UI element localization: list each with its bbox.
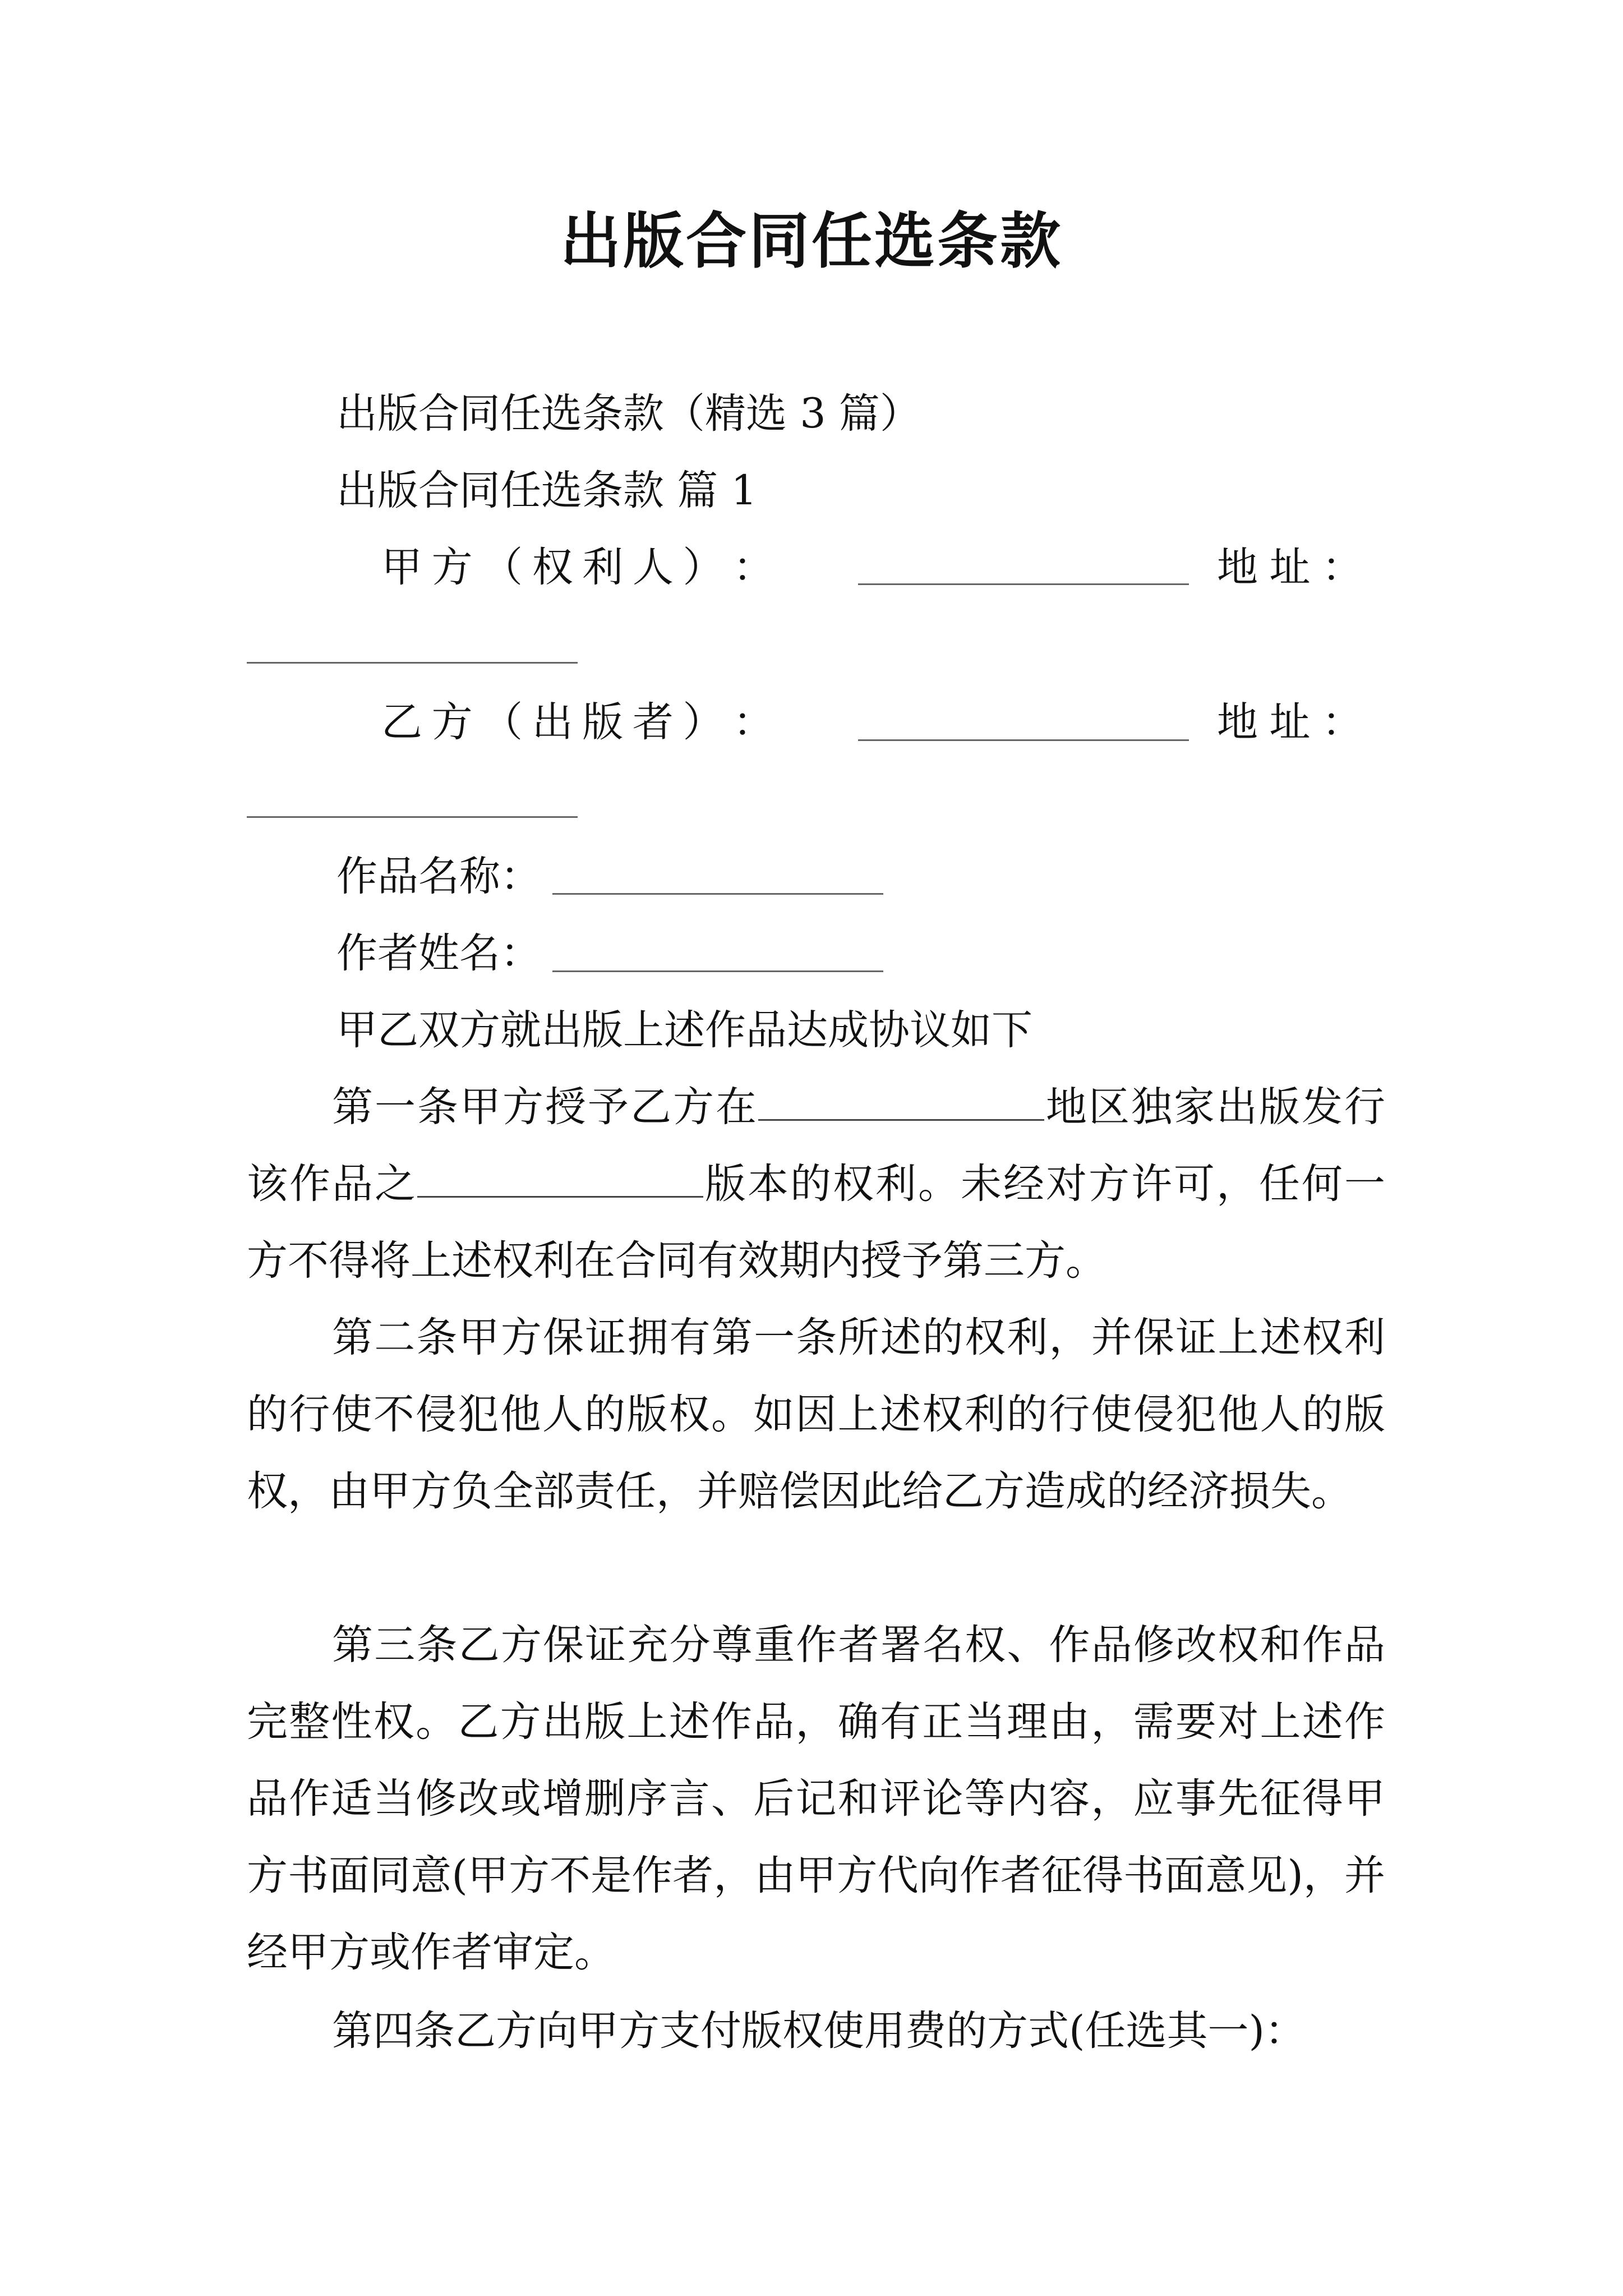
agreement-intro: 甲乙双方就出版上述作品达成协议如下 <box>336 1006 1032 1054</box>
party-b-char: （ <box>482 698 523 746</box>
section-heading: 出版合同任选条款 篇 1 <box>336 467 757 514</box>
party-a-char: 人 <box>632 544 674 591</box>
party-b-char: 版 <box>582 698 624 746</box>
party-a-address-label <box>1217 540 1363 596</box>
party-b-address-blank[interactable] <box>247 816 578 818</box>
party-a-char: （ <box>482 544 523 591</box>
address-char: 地 <box>1217 544 1258 591</box>
article-2: 第二条甲方保证拥有第一条所述的权利，并保证上述权利的行使不侵犯他人的版权。如因上述权利的行使侵犯他人的版权，由甲方负全部责任，并赔偿因此给乙方造成的经济损失。 <box>247 1314 1385 1515</box>
party-a-char: ： <box>732 544 774 591</box>
party-b-blank[interactable] <box>858 739 1189 741</box>
work-name-label: 作品名称： <box>336 853 541 900</box>
article-1-region-blank[interactable] <box>758 1080 1044 1121</box>
article-3: 第三条乙方保证充分尊重作者署名权、作品修改权和作品完整性权。乙方出版上述作品，确有正当理由，需要对上述作品作适当修改或增删序言、后记和评论等内容，应事先征得甲方书面同意(甲方不是作者，由甲方代向作者征得书面意见)，并经甲方或作者审定。 <box>247 1621 1385 1976</box>
party-a-char: 利 <box>582 544 624 591</box>
party-a-address-blank[interactable] <box>247 662 578 664</box>
address-char: ： <box>1322 698 1363 746</box>
work-name-blank[interactable] <box>552 893 883 895</box>
party-b-char: 出 <box>532 698 573 746</box>
address-char: 地 <box>1217 698 1258 746</box>
document-subtitle: 出版合同任选条款（精选 3 篇） <box>336 390 921 438</box>
author-name-blank[interactable] <box>552 970 883 972</box>
party-a-blank[interactable] <box>858 583 1189 585</box>
address-char: ： <box>1322 544 1363 591</box>
article-1-part1: 第一条甲方授予乙方在 <box>332 1083 758 1131</box>
party-a-char: 甲 <box>381 544 422 591</box>
party-a-label <box>381 540 774 596</box>
article-1-version-blank[interactable] <box>417 1157 703 1198</box>
party-b-char: 乙 <box>381 698 422 746</box>
address-char: 址 <box>1269 698 1311 746</box>
author-name-label: 作者姓名： <box>336 930 541 977</box>
party-b-char: ： <box>732 698 774 746</box>
article-1 <box>247 1069 1385 1299</box>
party-a-char: 权 <box>532 544 573 591</box>
article-1-part2: 地区独家出版发行该作品之 <box>247 1083 1385 1208</box>
party-b-char: 者 <box>632 698 674 746</box>
article-4: 第四条乙方向甲方支付版权使用费的方式(任选其一)： <box>332 2007 1306 2055</box>
party-b-label <box>381 694 774 751</box>
document-title: 出版合同任选条款 <box>560 206 1063 277</box>
party-b-char: ） <box>683 698 724 746</box>
party-a-char: 方 <box>431 544 473 591</box>
party-a-char: ） <box>683 544 724 591</box>
article-1-part3: 版本的权利。未经对方许可，任何一方不得将上述权利在合同有效期内授予第三方。 <box>247 1160 1385 1285</box>
party-b-char: 方 <box>431 698 473 746</box>
party-b-address-label <box>1217 694 1363 751</box>
address-char: 址 <box>1269 544 1311 591</box>
